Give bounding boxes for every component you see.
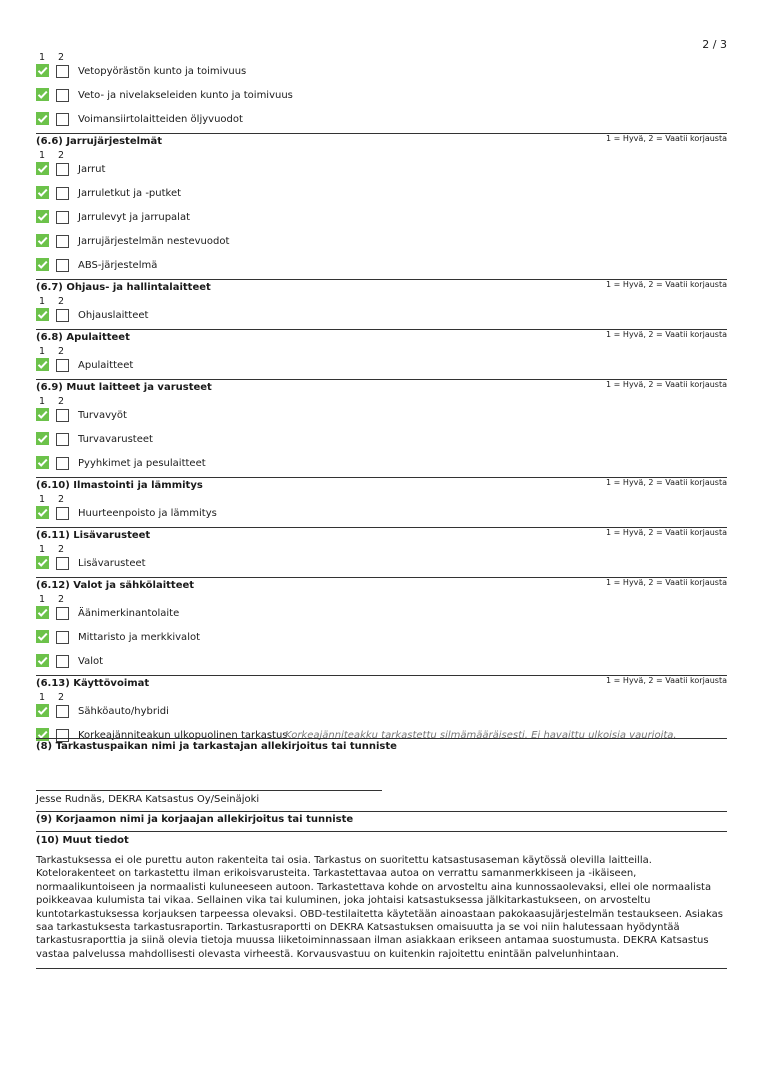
rating-col-2-label: 2 — [58, 396, 65, 407]
empty-checkbox-icon — [56, 655, 69, 668]
checklist-item — [36, 358, 727, 374]
green-check-icon — [36, 432, 49, 445]
item-label: Korkeajänniteakun ulkopuolinen tarkastus — [78, 730, 288, 741]
section-title: (6.7) Ohjaus- ja hallintalaitteet — [36, 282, 211, 293]
empty-checkbox-icon — [56, 163, 69, 176]
empty-checkbox-icon — [56, 457, 69, 470]
rating-col-1-label: 1 — [39, 494, 46, 505]
green-check-icon — [36, 728, 49, 741]
rating-legend: 1 = Hyvä, 2 = Vaatii korjausta — [606, 676, 727, 685]
section-header — [36, 477, 727, 494]
rating-column-header — [36, 296, 76, 307]
empty-checkbox-icon — [56, 705, 69, 718]
empty-checkbox-icon — [56, 557, 69, 570]
rating-col-2-label: 2 — [58, 296, 65, 307]
item-note: Korkeajänniteakku tarkastettu silmämääräisesti. Ei havaittu ulkoisia vaurioita. — [285, 730, 677, 741]
item-label: Turvavyöt — [78, 410, 127, 421]
rating-column-header — [36, 396, 76, 407]
checklist-item — [36, 630, 727, 646]
rating-column-header — [36, 594, 76, 605]
checklist-item — [36, 186, 727, 202]
empty-checkbox-icon — [56, 631, 69, 644]
green-check-icon — [36, 358, 49, 371]
checklist-item — [36, 234, 727, 250]
green-check-icon — [36, 210, 49, 223]
section-title: (6.9) Muut laitteet ja varusteet — [36, 382, 212, 393]
signature-line — [36, 790, 382, 791]
checklist-item — [36, 258, 727, 274]
green-check-icon — [36, 186, 49, 199]
empty-checkbox-icon — [56, 359, 69, 372]
item-label: ABS-järjestelmä — [78, 260, 158, 271]
green-check-icon — [36, 234, 49, 247]
empty-checkbox-icon — [56, 235, 69, 248]
green-check-icon — [36, 506, 49, 519]
green-check-icon — [36, 258, 49, 271]
green-check-icon — [36, 606, 49, 619]
green-check-icon — [36, 88, 49, 101]
checklist-item — [36, 654, 727, 670]
rating-col-1-label: 1 — [39, 396, 46, 407]
checklist-item — [36, 704, 727, 720]
rating-legend: 1 = Hyvä, 2 = Vaatii korjausta — [606, 380, 727, 389]
item-label: Sähköauto/hybridi — [78, 706, 169, 717]
rating-legend: 1 = Hyvä, 2 = Vaatii korjausta — [606, 478, 727, 487]
rating-column-header — [36, 346, 76, 357]
checklist-item — [36, 210, 727, 226]
empty-checkbox-icon — [56, 309, 69, 322]
item-label: Veto- ja nivelakseleiden kunto ja toimivuus — [78, 90, 293, 101]
inspection-report-page — [36, 0, 727, 1080]
section-title: (6.13) Käyttövoimat — [36, 678, 150, 689]
empty-checkbox-icon — [56, 259, 69, 272]
rating-col-2-label: 2 — [58, 346, 65, 357]
checklist-item — [36, 112, 727, 128]
rating-col-2-label: 2 — [58, 150, 65, 161]
item-label: Vetopyörästön kunto ja toimivuus — [78, 66, 247, 77]
green-check-icon — [36, 556, 49, 569]
item-label: Jarrut — [78, 164, 106, 175]
empty-checkbox-icon — [56, 211, 69, 224]
rating-column-header — [36, 52, 76, 63]
green-check-icon — [36, 162, 49, 175]
empty-checkbox-icon — [56, 433, 69, 446]
green-check-icon — [36, 408, 49, 421]
section-title: (6.6) Jarrujärjestelmät — [36, 136, 162, 147]
rating-col-2-label: 2 — [58, 692, 65, 703]
green-check-icon — [36, 704, 49, 717]
green-check-icon — [36, 112, 49, 125]
section-header — [36, 379, 727, 396]
item-label: Mittaristo ja merkkivalot — [78, 632, 201, 643]
checklist-item — [36, 556, 727, 572]
item-label: Äänimerkinantolaite — [78, 608, 180, 619]
checklist-item — [36, 64, 727, 80]
section-title: (6.12) Valot ja sähkölaitteet — [36, 580, 195, 591]
section-header — [36, 577, 727, 594]
checklist-item — [36, 432, 727, 448]
rating-col-2-label: 2 — [58, 544, 65, 555]
rating-legend: 1 = Hyvä, 2 = Vaatii korjausta — [606, 134, 727, 143]
green-check-icon — [36, 64, 49, 77]
item-label: Valot — [78, 656, 104, 667]
item-label: Jarrulevyt ja jarrupalat — [78, 212, 191, 223]
empty-checkbox-icon — [56, 409, 69, 422]
empty-checkbox-icon — [56, 507, 69, 520]
rating-col-1-label: 1 — [39, 52, 46, 63]
checklist-item — [36, 308, 727, 324]
green-check-icon — [36, 456, 49, 469]
item-label: Turvavarusteet — [78, 434, 153, 445]
green-check-icon — [36, 654, 49, 667]
divider — [36, 738, 727, 739]
rating-col-1-label: 1 — [39, 594, 46, 605]
checklist-item — [36, 88, 727, 104]
inspector-title: (8) Tarkastuspaikan nimi ja tarkastajan allekirjoitus tai tunniste — [36, 741, 397, 752]
checklist-item — [36, 456, 727, 472]
section-header — [36, 329, 727, 346]
item-label: Jarruletkut ja -putket — [78, 188, 182, 199]
section-header — [36, 279, 727, 296]
rating-legend: 1 = Hyvä, 2 = Vaatii korjausta — [606, 578, 727, 587]
rating-legend: 1 = Hyvä, 2 = Vaatii korjausta — [606, 330, 727, 339]
rating-column-header — [36, 692, 76, 703]
checklist-item — [36, 162, 727, 178]
divider — [36, 831, 727, 832]
rating-column-header — [36, 544, 76, 555]
empty-checkbox-icon — [56, 65, 69, 78]
rating-col-2-label: 2 — [58, 494, 65, 505]
item-label: Apulaitteet — [78, 360, 134, 371]
item-label: Pyyhkimet ja pesulaitteet — [78, 458, 206, 469]
workshop-title: (9) Korjaamon nimi ja korjaajan allekirjoitus tai tunniste — [36, 814, 354, 825]
section-title: (6.11) Lisävarusteet — [36, 530, 151, 541]
page-number: 2 / 3 — [702, 38, 727, 51]
rating-legend: 1 = Hyvä, 2 = Vaatii korjausta — [606, 528, 727, 537]
rating-col-2-label: 2 — [58, 594, 65, 605]
green-check-icon — [36, 630, 49, 643]
checklist-item — [36, 408, 727, 424]
item-label: Lisävarusteet — [78, 558, 146, 569]
other-info-text: Tarkastuksessa ei ole purettu auton rakenteita tai osia. Tarkastus on suoritettu katsastusaseman käytössä olevilla laitteilla. Kotelorakenteet on tarkastettu ilman erikoisvarusteita. Tarkastettavaa autoa on verrattu samanmerkkiseen ja -ikäiseen, normaalikuntoiseen ja normaalisti kuluneeseen autoon. Tarkastettava kohde on arvosteltu aina kunnossaolevaksi, ellei ole normaalista poikkeavaa kulumista tai vikaa. Sellainen vika tai kuluminen, joka johtaisi katsastuksessa jälkitarkastukseen, on arvosteltu kuntotarkastuksessa korjauksen tarpeessa olevaksi. OBD-testilaitetta käytetään ainoastaan pakokaasujärjestelmän testaukseen. Asiakas saa tarkastuksesta tarkastusraportin. Tarkastusraportti on DEKRA Katsastuksen omaisuutta ja se voi niin halutessaan hyödyntää tarkastusraporttia ja siinä olevia tietoja muussa liiketoiminnassaan ilman asiakkaan erikseen antamaa suostumusta. DEKRA Katsastus vastaa palvelussa mahdollisesti olevasta virheestä. Korvausvastuu on kuitenkin rajoitettu enintään palvelunhintaan. — [36, 855, 723, 960]
empty-checkbox-icon — [56, 607, 69, 620]
item-label: Huurteenpoisto ja lämmitys — [78, 508, 217, 519]
green-check-icon — [36, 308, 49, 321]
item-label: Ohjauslaitteet — [78, 310, 149, 321]
section-title: (6.8) Apulaitteet — [36, 332, 130, 343]
section-title: (6.10) Ilmastointi ja lämmitys — [36, 480, 203, 491]
rating-col-1-label: 1 — [39, 296, 46, 307]
inspector-name: Jesse Rudnäs, DEKRA Katsastus Oy/Seinäjoki — [36, 794, 260, 805]
empty-checkbox-icon — [56, 113, 69, 126]
rating-col-1-label: 1 — [39, 692, 46, 703]
section-header — [36, 133, 727, 150]
checklist-item — [36, 506, 727, 522]
rating-col-1-label: 1 — [39, 150, 46, 161]
checklist-item — [36, 606, 727, 622]
item-label: Jarrujärjestelmän nestevuodot — [78, 236, 230, 247]
section-header — [36, 675, 727, 692]
rating-col-2-label: 2 — [58, 52, 65, 63]
divider — [36, 811, 727, 812]
rating-column-header — [36, 494, 76, 505]
section-header — [36, 527, 727, 544]
rating-column-header — [36, 150, 76, 161]
divider — [36, 968, 727, 969]
rating-legend: 1 = Hyvä, 2 = Vaatii korjausta — [606, 280, 727, 289]
item-label: Voimansiirtolaitteiden öljyvuodot — [78, 114, 243, 125]
empty-checkbox-icon — [56, 89, 69, 102]
other-info-title: (10) Muut tiedot — [36, 835, 129, 846]
empty-checkbox-icon — [56, 187, 69, 200]
rating-col-1-label: 1 — [39, 346, 46, 357]
rating-col-1-label: 1 — [39, 544, 46, 555]
